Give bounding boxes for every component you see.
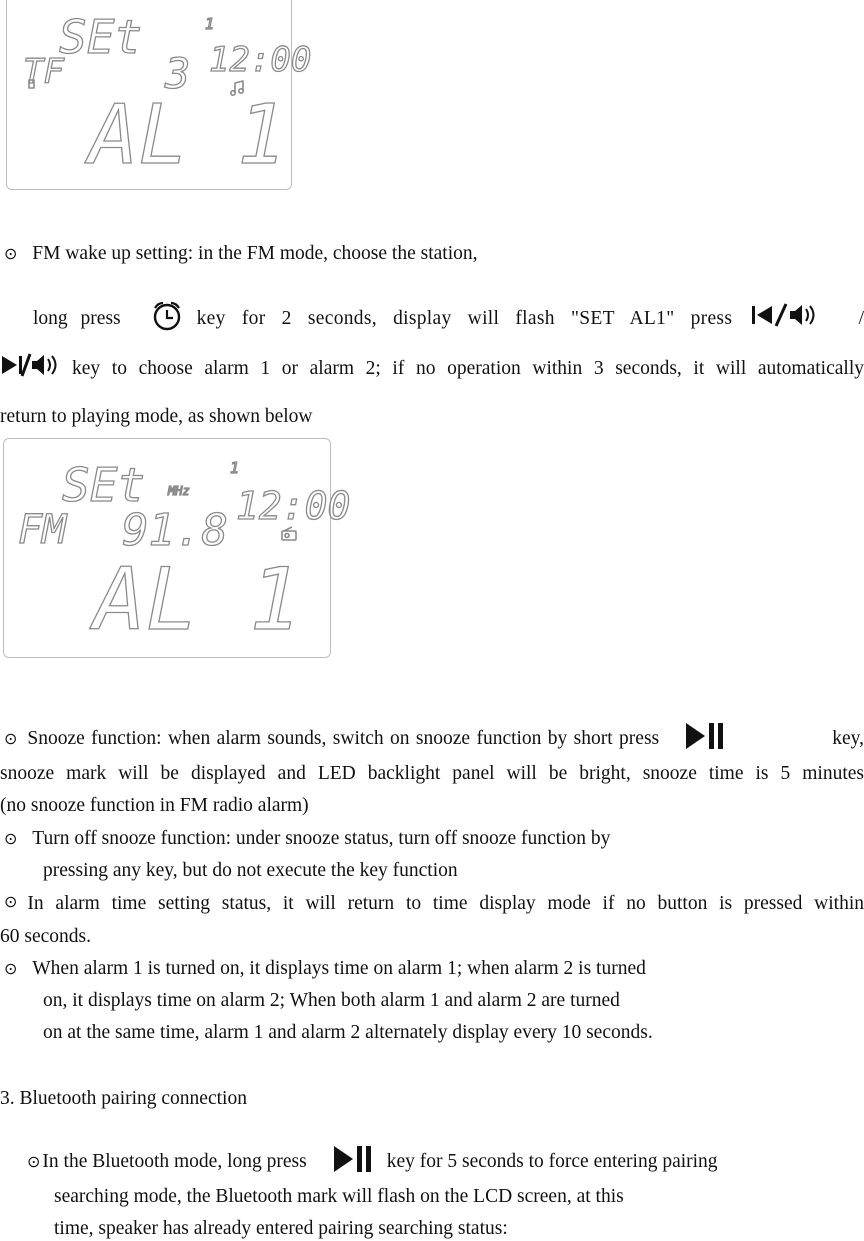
bullet-symbol: ⊙ (4, 244, 18, 263)
bullet-symbol: ⊙ (4, 829, 18, 848)
alarm-display-text: When alarm 1 is turned on, it displays time on alarm 1; when alarm 2 is turned (32, 958, 646, 979)
lcd-segments-2 (4, 439, 351, 657)
lcd1-big-label: AL 1 (89, 88, 287, 183)
next-volume-icon (0, 352, 62, 386)
lcd-display-tf-mode (6, 0, 312, 190)
alarm-display-line-2: on, it displays time on alarm 2; When both alarm 1 and alarm 2 are turned (43, 990, 620, 1011)
lcd1-digit: 3 (165, 49, 191, 98)
return-playing-text: return to playing mode, as shown below (0, 406, 313, 427)
radio-icon (282, 527, 296, 540)
snooze-bullet-line (4, 721, 864, 757)
fm-wakeup-line-2 (33, 300, 864, 338)
alarm-clock-icon (151, 300, 183, 338)
bluetooth-force-pairing-text: key for 5 seconds to force entering pairing (386, 1151, 718, 1172)
lcd-segments-1 (7, 0, 312, 189)
lcd2-fm-label: FM (18, 507, 67, 553)
snooze-text: Snooze function: when alarm sounds, switch on snooze function by short press (27, 728, 660, 749)
timeout-line-1 (4, 893, 864, 915)
lcd2-frequency: 91.8 (122, 505, 228, 556)
lcd2-mhz-label: MHz (168, 484, 190, 498)
lcd2-time: 12:00 (236, 484, 351, 528)
choose-alarm-text: key to choose alarm 1 or alarm 2; if no operation within 3 seconds, it will automatically (72, 358, 864, 379)
long-press-text: long press (33, 308, 121, 329)
fm-wakeup-text: FM wake up setting: in the FM mode, choose the station, (32, 243, 478, 264)
slash-text: / (858, 308, 864, 329)
bluetooth-pairing-line-2: searching mode, the Bluetooth mark will flash on the LCD screen, at this (54, 1186, 624, 1207)
timeout-text: In alarm time setting status, it will return to time display mode if no button is pressed within (27, 893, 864, 914)
key-text: key, (832, 728, 864, 749)
snooze-line-2: snooze mark will be displayed and LED backlight panel will be bright, snooze time is 5 minutes (0, 763, 864, 784)
lcd1-set-label: SEt (59, 10, 143, 64)
alarm-display-line-3: on at the same time, alarm 1 and alarm 2 alternately display every 10 seconds. (43, 1022, 653, 1043)
turn-off-snooze-line-1 (4, 828, 610, 850)
lcd2-set-label: SEt (62, 458, 146, 512)
section-heading-bluetooth: 3. Bluetooth pairing connection (0, 1088, 247, 1109)
lcd2-alarm-indicator: 1 (230, 459, 240, 477)
bluetooth-pairing-line-3: time, speaker has already entered pairing searching status: (54, 1218, 508, 1239)
lcd1-tf-label: TF (23, 52, 64, 92)
lcd2-big-label: AL 1 (94, 550, 302, 650)
fm-wakeup-bullet-line (4, 243, 478, 265)
lcd1-time: 12:00 (209, 40, 312, 80)
bullet-symbol: ⊙ (4, 729, 18, 749)
previous-volume-icon (750, 302, 820, 336)
bullet-symbol: ⊙ (4, 892, 18, 911)
timeout-line-2: 60 seconds. (0, 926, 91, 947)
bullet-symbol: ⊙ (27, 1152, 41, 1172)
alarm-display-line-1 (4, 958, 646, 980)
flash-set-text: key for 2 seconds, display will flash "SET AL1" press (196, 308, 733, 329)
bluetooth-long-press-text: In the Bluetooth mode, long press (42, 1151, 307, 1172)
snooze-line-3: (no snooze function in FM radio alarm) (0, 795, 309, 816)
bullet-symbol: ⊙ (4, 959, 18, 978)
fm-wakeup-line-3 (0, 352, 864, 386)
turn-off-snooze-line-2: pressing any key, but do not execute the key function (43, 860, 458, 881)
lcd1-alarm-indicator: 1 (205, 15, 215, 33)
turn-off-snooze-text: Turn off snooze function: under snooze status, turn off snooze function by (32, 828, 611, 849)
play-pause-icon (333, 1144, 373, 1180)
bluetooth-pairing-line-1 (27, 1144, 718, 1180)
play-pause-icon (685, 721, 725, 757)
lcd-display-fm-mode (3, 438, 351, 658)
